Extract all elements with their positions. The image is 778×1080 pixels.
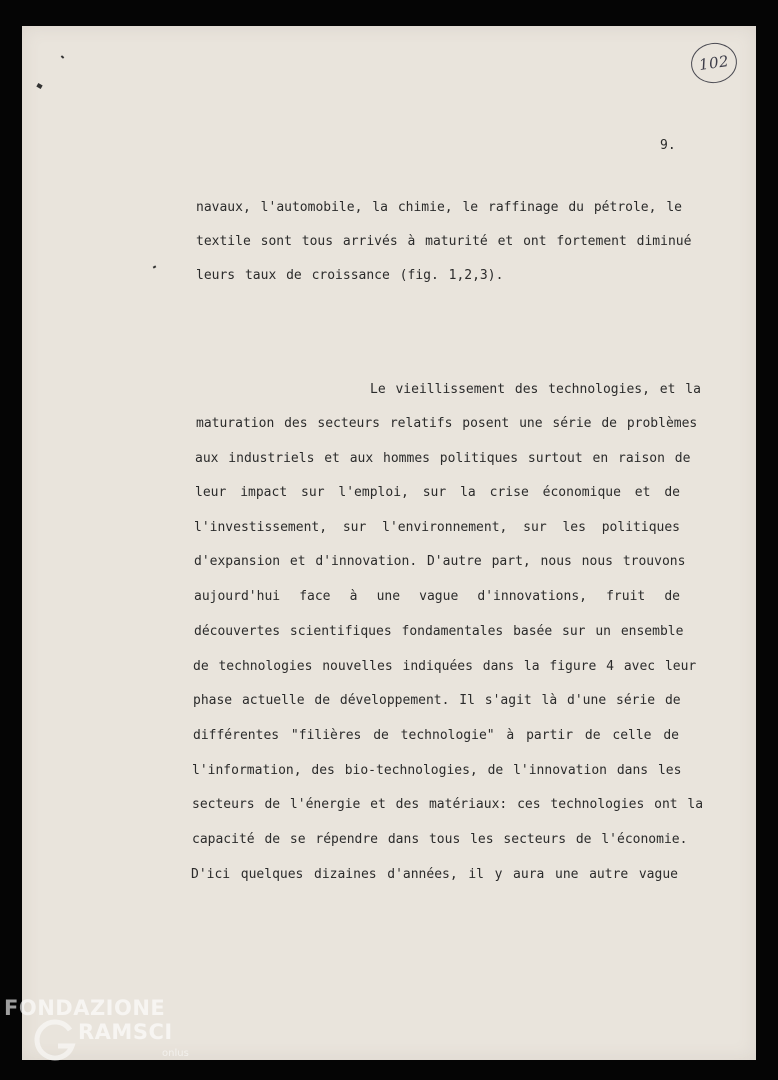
text-line: capacité de se répendre dans tous les secteurs de l'économie. — [192, 832, 688, 847]
archive-number: 102 — [697, 51, 731, 75]
text-line: de technologies nouvelles indiquées dans la figure 4 avec leur — [193, 659, 697, 674]
page-number: 9. — [660, 138, 676, 153]
text-line: maturation des secteurs relatifs posent une série de problèmes — [196, 416, 698, 431]
paper-sheet — [22, 26, 756, 1060]
text-line: aux industriels et aux hommes politiques surtout en raison de — [195, 451, 691, 466]
text-line: textile sont tous arrivés à maturité et ont fortement diminué — [196, 234, 692, 249]
text-line: différentes "filières de technologie" à partir de celle de — [193, 728, 679, 743]
text-line: leur impact sur l'emploi, sur la crise économique et de — [195, 485, 680, 500]
text-line: découvertes scientifiques fondamentales basée sur un ensemble — [194, 624, 684, 639]
text-line: secteurs de l'énergie et des matériaux: ces technologies ont la — [192, 797, 704, 812]
text-line: l'investissement, sur l'environnement, sur les politiques — [194, 520, 680, 535]
text-line: l'information, des bio-technologies, de l'innovation dans les — [192, 763, 682, 778]
text-line: Le vieillissement des technologies, et la — [370, 382, 701, 397]
watermark-line-1: FONDAZIONE — [4, 996, 166, 1020]
text-line: phase actuelle de développement. Il s'agit là d'une série de — [193, 693, 681, 708]
watermark-line-3: onlus — [162, 1048, 189, 1059]
text-line: navaux, l'automobile, la chimie, le raffinage du pétrole, le — [196, 200, 682, 215]
text-line: D'ici quelques dizaines d'années, il y aura une autre vague — [191, 867, 678, 882]
text-line: d'expansion et d'innovation. D'autre part, nous nous trouvons — [194, 554, 686, 569]
watermark-line-2: RAMSCI — [78, 1020, 173, 1044]
text-line: aujourd'hui face à une vague d'innovations, fruit de — [194, 589, 680, 604]
text-line: leurs taux de croissance (fig. 1,2,3). — [196, 268, 504, 283]
